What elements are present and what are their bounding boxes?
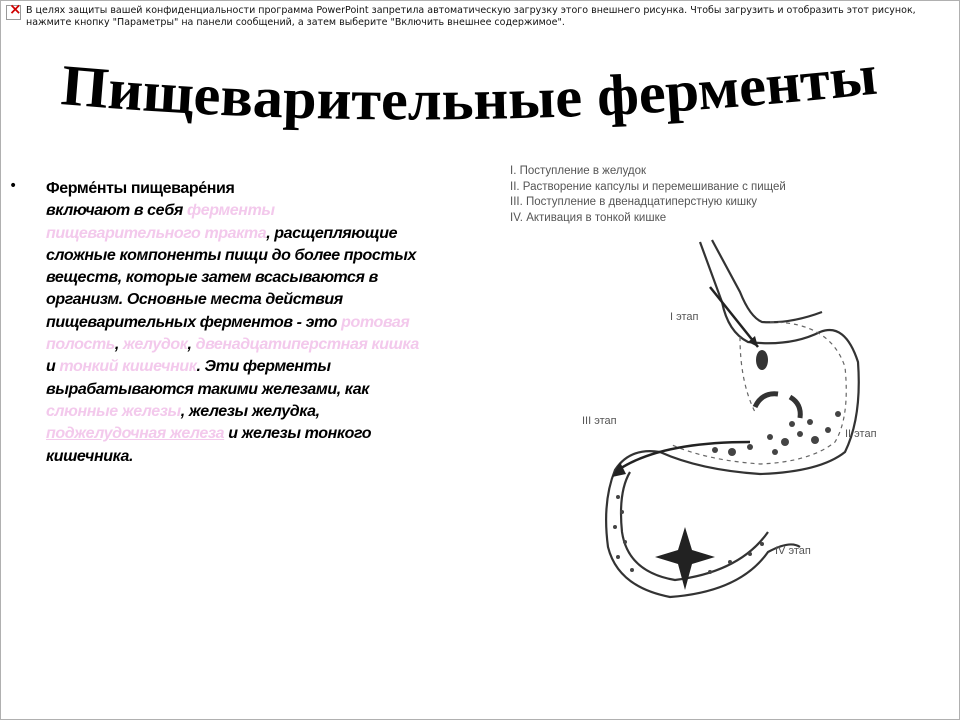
- legend-item: III. Поступление в двенадцатиперстную кишку: [510, 196, 758, 208]
- text-fragment: и железы тонкого кишечника.: [46, 425, 372, 465]
- text-fragment: , расщепляющие сложные компоненты пищи до более простых веществ, которые затем всасываются в организм. Основные места действия пищеварительных ферментов - это: [46, 224, 416, 331]
- stage-label-3: III этап: [582, 415, 617, 427]
- link-salivary-glands[interactable]: слюнные железы: [46, 402, 181, 420]
- text-fragment: ,: [114, 336, 123, 354]
- text-fragment: . Эти ферменты вырабатываются такими железами, как: [46, 358, 369, 398]
- legend-item: I. Поступление в желудок: [510, 165, 647, 177]
- flow-arrowheads: [612, 336, 758, 477]
- term-heading: Ферме́нты пищеваре́ния: [46, 180, 235, 197]
- link-small-intestine[interactable]: тонкий кишечник: [59, 358, 197, 376]
- link-duodenum[interactable]: двенадцатиперстная кишка: [195, 336, 419, 354]
- warning-text: В целях защиты вашей конфиденциальности программа PowerPoint запретила автоматическую загрузку этого внешнего рисунка. Чтобы загрузить и отобразить этот рисунок, нажмите кнопку "Параметры" на панели сообщений, а затем выберите "Включить внешнее содержимое".: [26, 5, 916, 28]
- capsule: [756, 350, 768, 370]
- stomach-outline: [606, 240, 859, 597]
- stage-label-4: IV этап: [775, 545, 811, 557]
- link-oral-cavity[interactable]: ротовая полость: [46, 313, 410, 354]
- slide-title: [59, 42, 880, 133]
- legend-item: IV. Активация в тонкой кишке: [510, 211, 667, 224]
- slide-title-wordart: [40, 22, 920, 152]
- legend-item: II. Растворение капсулы и перемешивание с пищей: [510, 180, 786, 193]
- activation-star: [655, 527, 715, 590]
- diagram-legend: [510, 164, 786, 226]
- mixing-arrows: [755, 394, 800, 418]
- text-fragment: ,: [187, 336, 196, 354]
- broken-image-icon: [6, 5, 21, 20]
- text-fragment: и: [46, 358, 60, 376]
- link-stomach[interactable]: желудок: [122, 336, 188, 354]
- link-pancreas[interactable]: поджелудочная железа: [46, 425, 225, 443]
- link-digestive-enzymes[interactable]: ферменты пищеварительного тракта: [46, 202, 275, 242]
- stage-label-1: I этап: [670, 311, 699, 323]
- body-paragraph: [46, 178, 426, 468]
- slide-title-text: Пищеварительные ферменты: [58, 41, 878, 133]
- bullet-marker: •: [9, 178, 18, 194]
- text-fragment: , железы желудка,: [180, 402, 320, 420]
- text-fragment: включают в себя: [46, 202, 187, 220]
- stage-label-2: II этап: [845, 428, 877, 440]
